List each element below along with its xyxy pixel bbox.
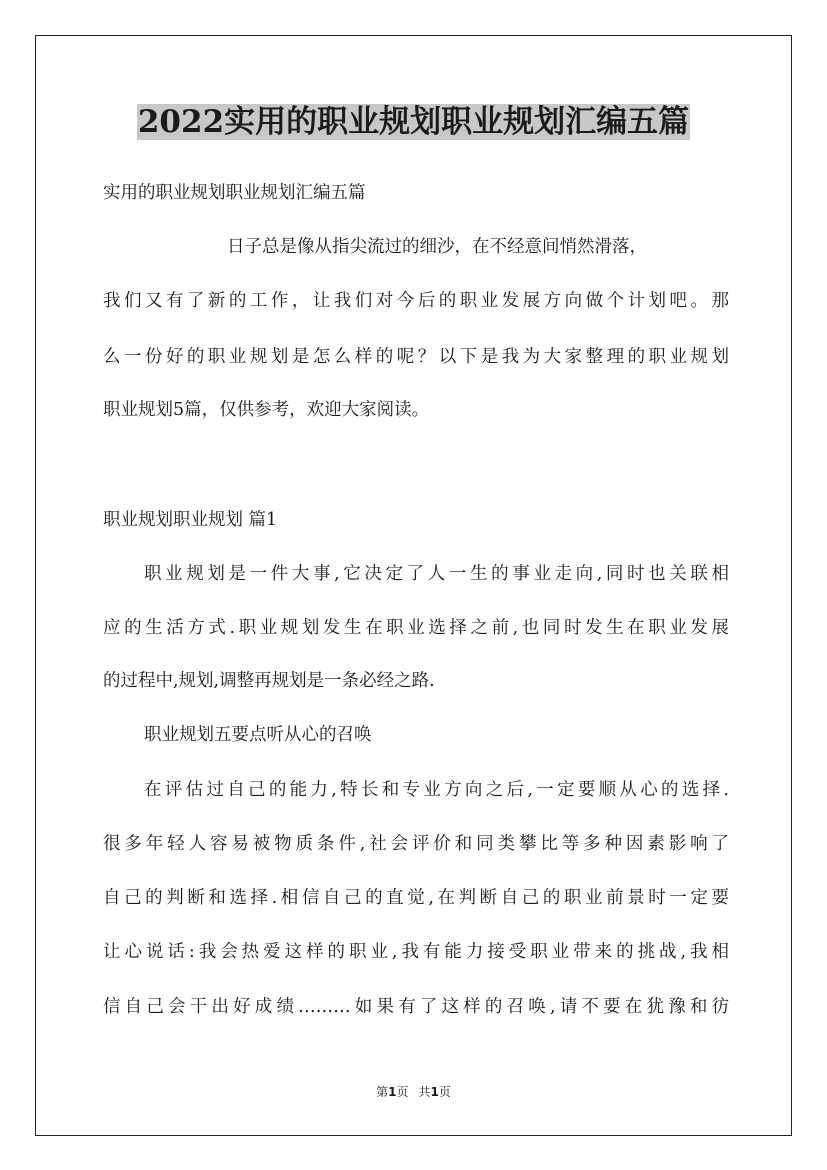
intro-line: 我们又有了新的工作，让我们对今后的职业发展方向做个计划吧。那: [103, 291, 729, 311]
paragraph-line: 的过程中,规划,调整再规划是一条必经之路.: [103, 671, 435, 691]
paragraph-line: 让心说话:我会热爱这样的职业,我有能力接受职业带来的挑战,我相: [103, 942, 729, 962]
total-suffix: 页: [438, 1085, 451, 1099]
paragraph-line: 很多年轻人容易被物质条件,社会评价和同类攀比等多种因素影响了: [103, 834, 729, 854]
page-footer: [0, 1083, 827, 1101]
paragraph-line: 在评估过自己的能力,特长和专业方向之后,一定要顺从心的选择.: [144, 780, 729, 800]
total-pages: 1: [430, 1085, 439, 1099]
document-subtitle: 实用的职业规划职业规划汇编五篇: [103, 183, 366, 203]
intro-line: 职业规划5篇，仅供参考，欢迎大家阅读。: [103, 400, 430, 420]
paragraph-line: 自己的判断和选择.相信自己的直觉,在判断自己的职业前景时一定要: [103, 888, 729, 908]
paragraph-line: 职业规划是一件大事,它决定了人一生的事业走向,同时也关联相: [144, 564, 729, 584]
section-subheading: 职业规划五要点听从心的召唤: [144, 725, 372, 745]
page-suffix: 页: [396, 1085, 409, 1099]
section-heading: 职业规划职业规划 篇1: [103, 510, 278, 530]
page-prefix: 第: [376, 1085, 389, 1099]
paragraph-line: 应的生活方式.职业规划发生在职业选择之前,也同时发生在职业发展: [103, 618, 729, 638]
page-current: 1: [388, 1085, 397, 1099]
intro-line: 日子总是像从指尖流过的细沙，在不经意间悄然滑落，: [227, 237, 647, 257]
total-prefix: 共: [418, 1085, 431, 1099]
paragraph-line: 信自己会干出好成绩………如果有了这样的召唤,请不要在犹豫和彷: [103, 997, 729, 1017]
document-title-text: 2022实用的职业规划职业规划汇编五篇: [137, 104, 690, 140]
intro-line: 么一份好的职业规划是怎么样的呢？以下是我为大家整理的职业规划: [103, 347, 729, 367]
document-title: [0, 101, 827, 143]
